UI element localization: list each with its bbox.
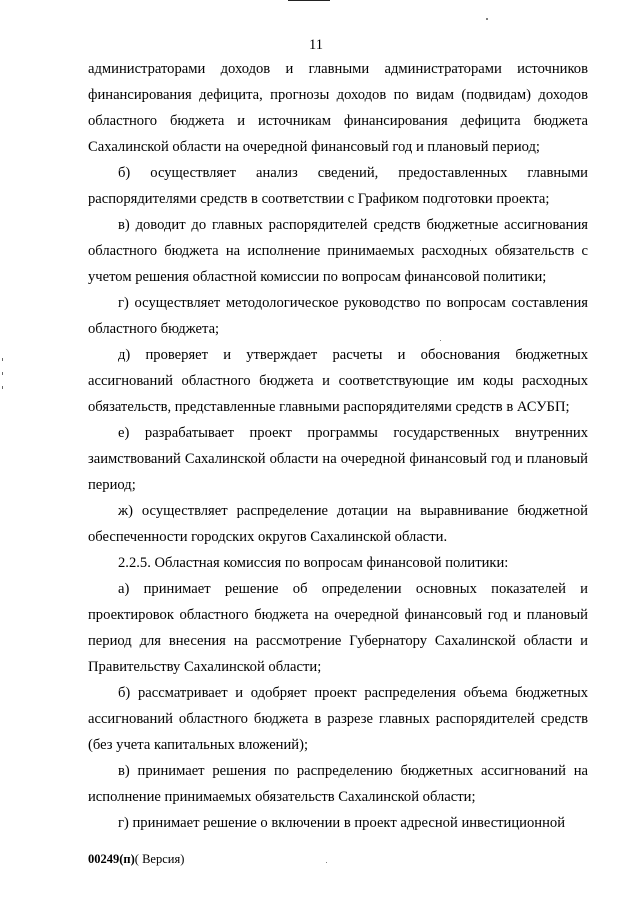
paragraph: г) осуществляет методологическое руководство по вопросам составления областного бюджета; xyxy=(88,295,588,337)
scan-speck xyxy=(486,18,488,20)
paragraph: в) принимает решения по распределению бюджетных ассигнований на исполнение принимаемых обязательств Сахалинской области; xyxy=(88,763,588,805)
paragraph: д) проверяет и утверждает расчеты и обоснования бюджетных ассигнований областного бюджета и соответствующие им коды расходных обязательств, представленные главными распорядителями средств в АСУБП; xyxy=(88,347,588,415)
paragraph: ж) осуществляет распределение дотации на выравнивание бюджетной обеспеченности городских округов Сахалинской области. xyxy=(88,503,588,545)
paragraph: в) доводит до главных распорядителей средств бюджетные ассигнования областного бюджета на исполнение принимаемых расходных обязательств с учетом решения областной комиссии по вопросам финансовой политики; xyxy=(88,217,588,285)
margin-mark xyxy=(2,358,3,361)
section-heading: 2.2.5. Областная комиссия по вопросам финансовой политики: xyxy=(118,555,509,571)
paragraph: администраторами доходов и главными администраторами источников финансирования дефицита, прогнозы доходов по видам (подвидам) доходов областного бюджета и источникам финансирования дефицита бюджета Сахалинской области на очередной финансовый год и плановый период; xyxy=(88,61,588,155)
footer xyxy=(88,852,184,867)
paragraph: б) рассматривает и одобряет проект распределения объема бюджетных ассигнований областного бюджета в разрезе главных распорядителей средств (без учета капитальных вложений); xyxy=(88,685,588,753)
page-number: 11 xyxy=(309,37,323,53)
paragraph: е) разрабатывает проект программы государственных внутренних заимствований Сахалинской области на очередной финансовый год и плановый период; xyxy=(88,425,588,493)
version-label: ( Версия) xyxy=(134,852,185,866)
document-code: 00249(п) xyxy=(88,852,135,866)
paragraph: б) осуществляет анализ сведений, предоставленных главными распорядителями средств в соответствии с Графиком подготовки проекта; xyxy=(88,165,588,207)
scan-speck xyxy=(326,862,327,863)
margin-mark xyxy=(2,386,3,389)
paragraph: а) принимает решение об определении основных показателей и проектировок областного бюджета на очередной финансовый год и плановый период для внесения на рассмотрение Губернатору Сахалинской области и Правительству Сахалинской области; xyxy=(88,581,588,675)
top-rule xyxy=(288,0,330,1)
paragraph: г) принимает решение о включении в проект адресной инвестиционной xyxy=(118,815,566,831)
body-text xyxy=(88,56,588,836)
margin-mark xyxy=(2,372,3,375)
